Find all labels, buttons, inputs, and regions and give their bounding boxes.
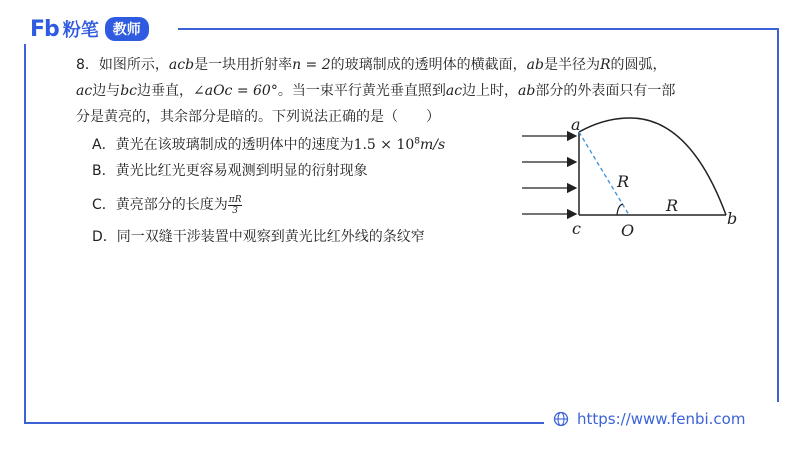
label-c: c: [572, 219, 581, 238]
globe-icon: [553, 411, 569, 427]
label-b: b: [727, 209, 738, 228]
brand-badge: 教师: [105, 17, 149, 41]
question-line-1: 8．如图所示，acb是一块用折射率n = 2的玻璃制成的透明体的横截面，ab是半径为R的圆弧，: [76, 57, 667, 73]
label-R-radius: R: [617, 172, 630, 191]
label-O: O: [621, 221, 635, 240]
option-c[interactable]: C．黄亮部分的长度为 $\frac{\pi R}{3}$: [92, 194, 242, 216]
angle-aOc-mark: [617, 204, 623, 215]
arc-ab: [579, 118, 726, 215]
brand-logo-mark: Fb: [30, 16, 59, 42]
question-line-3: 分是黄亮的，其余部分是暗的。下列说法正确的是（ ）: [76, 109, 440, 125]
option-a[interactable]: A．黄光在该玻璃制成的透明体中的速度为$1.5 \times 10^8m/s$: [92, 136, 446, 153]
label-a: a: [571, 115, 581, 134]
footer: [553, 410, 745, 428]
footer-url-link[interactable]: https://www.fenbi.com: [577, 410, 746, 428]
label-R-base: R: [666, 196, 679, 215]
brand-name: 粉笔: [62, 20, 99, 41]
fraction-pi-r-over-3: $\frac{\pi R}{3}$: [228, 194, 242, 216]
option-b[interactable]: B．黄光比红光更容易观测到明显的衍射现象: [92, 163, 368, 179]
option-d[interactable]: D．同一双缝干涉装置中观察到黄光比红外线的条纹窄: [92, 229, 425, 245]
question-line-2: ac边与bc边垂直，∠aOc = 60°。当一束平行黄光垂直照到ac边上时，ab部分的外表面只有一部: [76, 83, 676, 99]
